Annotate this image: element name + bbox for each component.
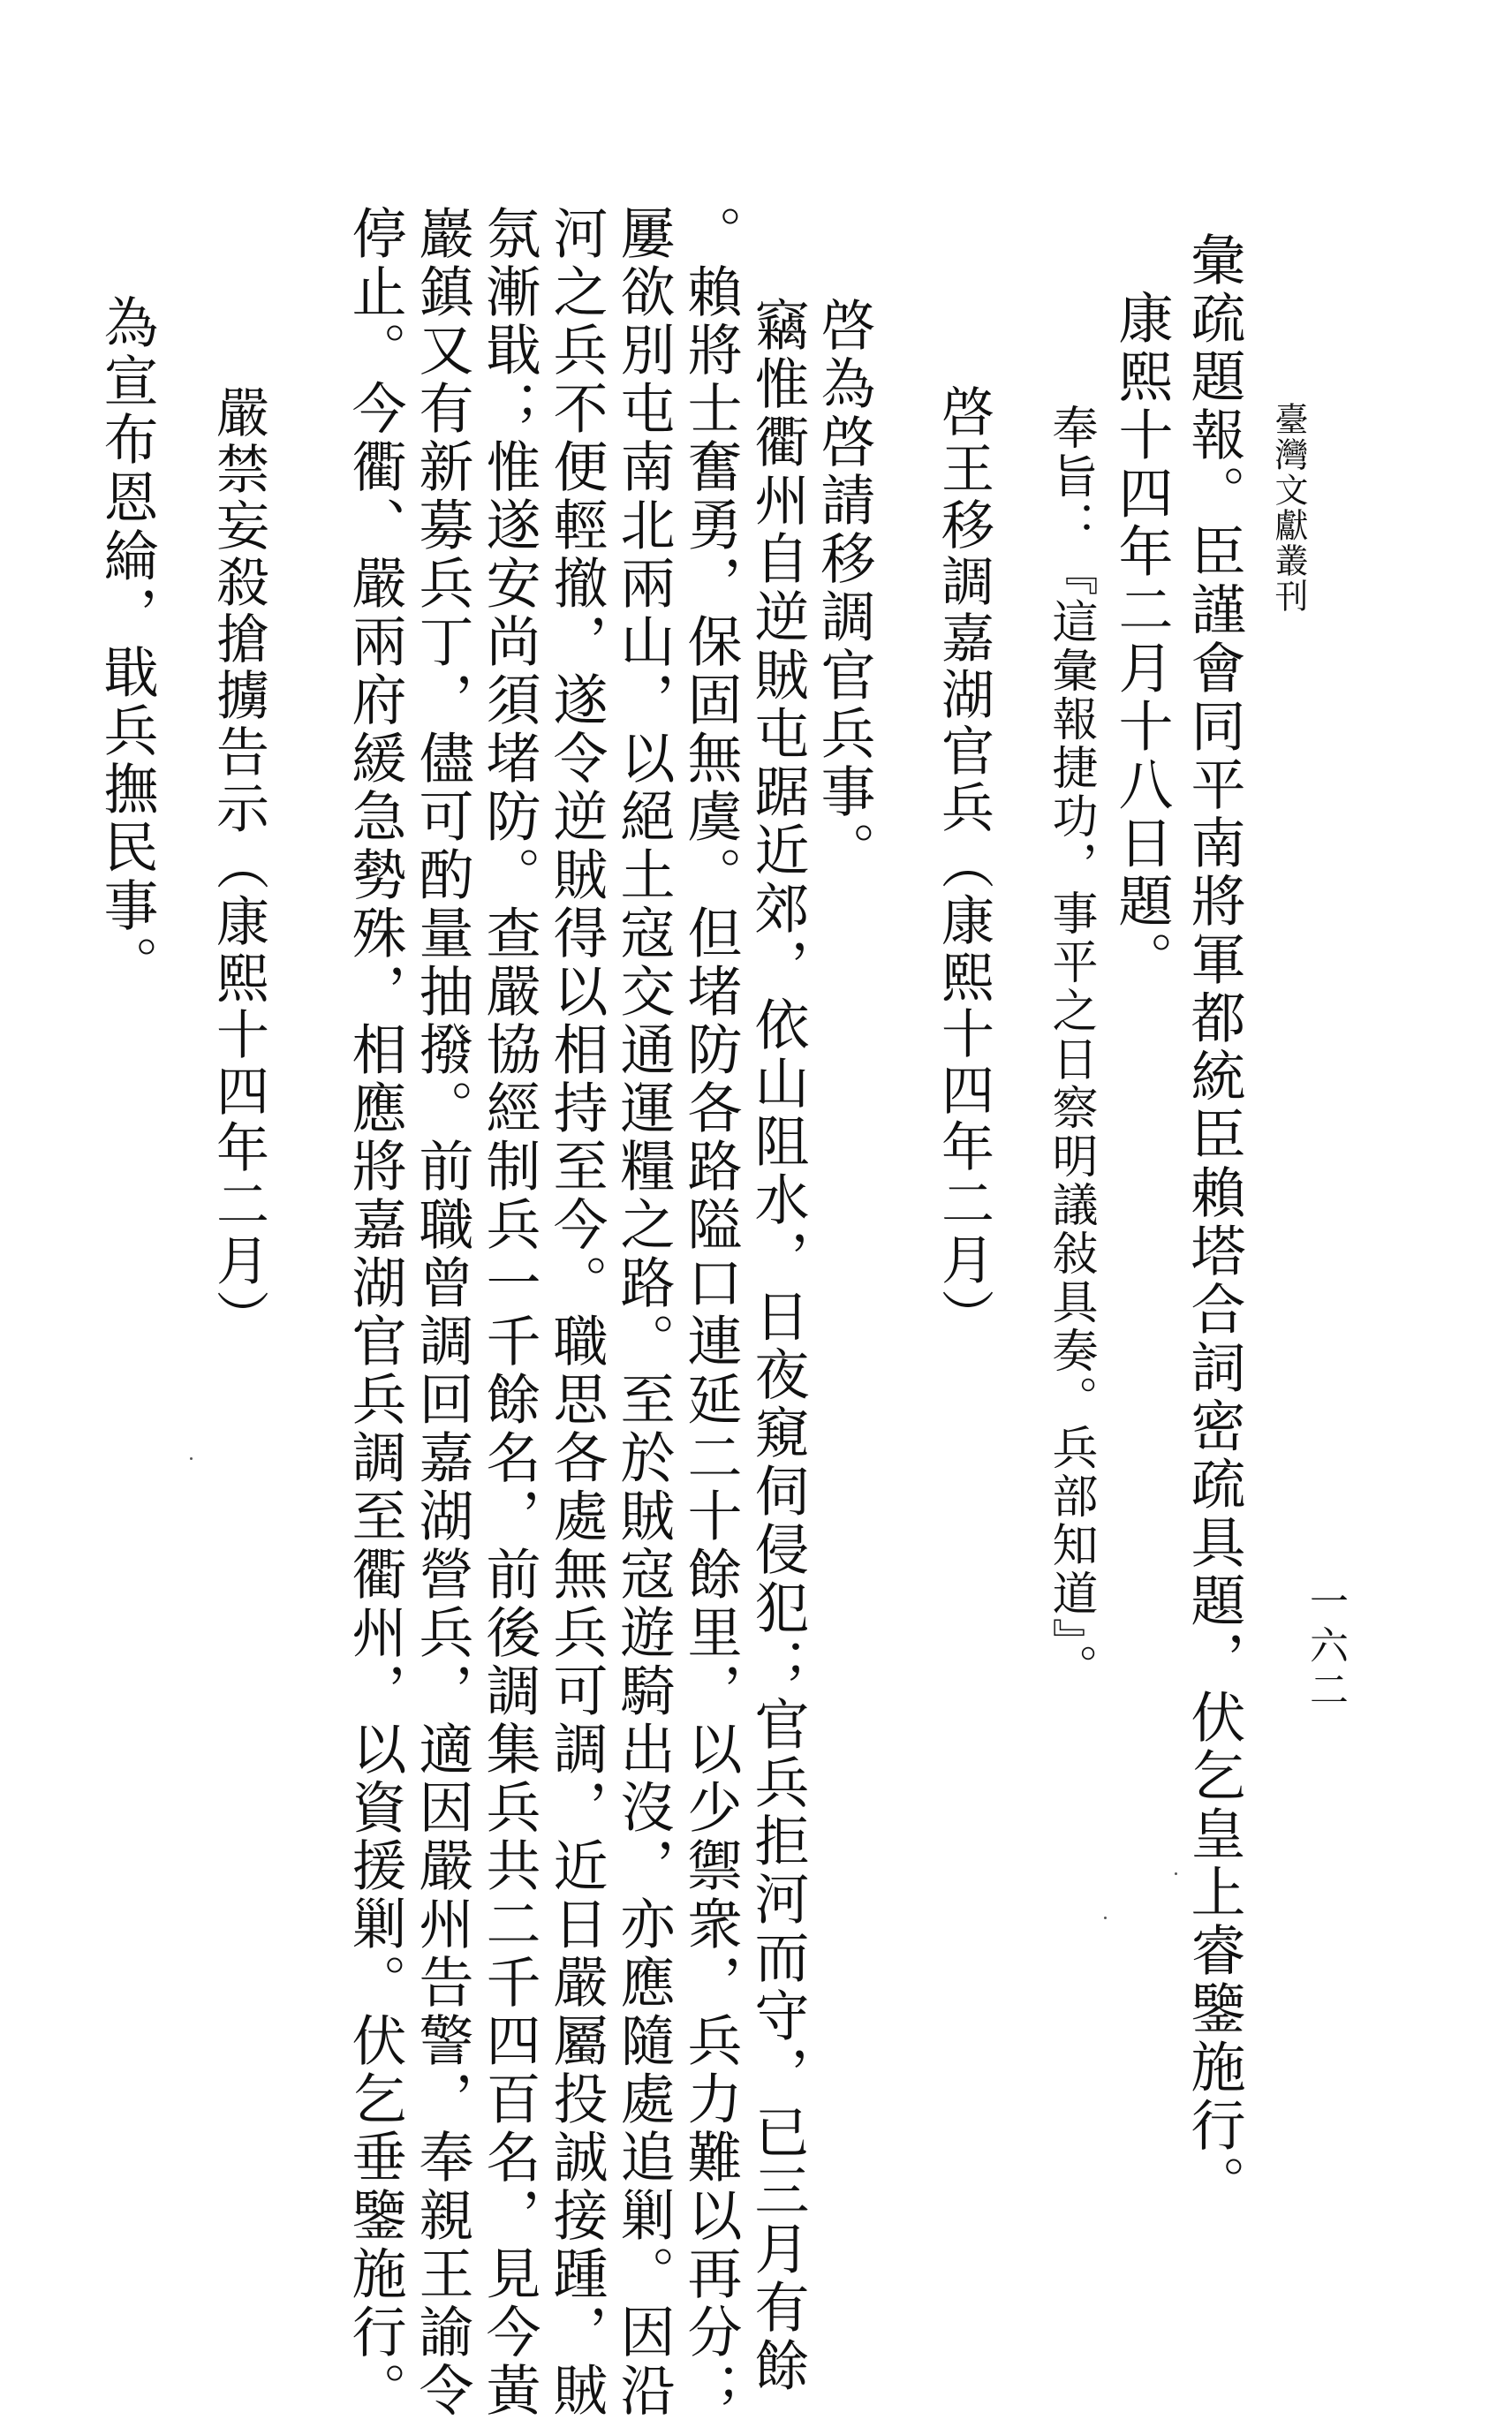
- page-number: 一六二: [1303, 1581, 1348, 1713]
- text-column-10: 氛漸戢；惟遂安尚須堵防。查嚴協經制兵一千餘名，前後調集兵共二千四百名，見今黃: [477, 205, 541, 2420]
- text-column-12: 停止。今衢、嚴兩府緩急勢殊，相應將嘉湖官兵調至衢州，以資援剿。伏乞垂鑒施行。: [343, 205, 407, 2420]
- text-column-5: 啓為啓請移調官兵事。: [812, 297, 876, 880]
- text-column-6: 竊惟衢州自逆賊屯踞近郊，依山阻水，日夜窺伺侵犯；官兵拒河而守，已三月有餘: [745, 297, 810, 2395]
- text-column-8: 屢欲別屯南北兩山，以絕土寇交通運糧之路。至於賊寇遊騎出沒，亦應隨處追剿。因沿: [611, 205, 676, 2420]
- scan-speck: [1104, 1917, 1107, 1919]
- text-column-11: 巖鎮又有新募兵丁，儘可酌量抽撥。前職曾調回嘉湖營兵，適因嚴州告警，奉親王諭令: [410, 205, 474, 2420]
- scan-speck: [1175, 1872, 1177, 1875]
- section-title-1: 啓王移調嘉湖官兵（康熙十四年二月）: [933, 384, 994, 1345]
- text-column-2: 康熙十四年二月十八日題。: [1109, 290, 1174, 989]
- text-column-1: 彙疏題報。臣謹會同平南將軍都統臣賴塔合詞密疏具題，伏乞皇上睿鑒施行。: [1182, 231, 1246, 2213]
- edict-column: 奉旨：『這彙報捷功，事平之日察明議敍具奏。兵部知道』。: [1044, 404, 1097, 1692]
- text-column-9: 河之兵不便輕撤，遂令逆賊得以相持至今。職思各處無兵可調，近日嚴屬投誠接踵，賊: [544, 205, 609, 2420]
- book-title: 臺灣文獻叢刊: [1269, 402, 1308, 614]
- text-column-7: 。賴將士奮勇，保固無虞。但堵防各路隘口連延二十餘里，以少禦衆，兵力難以再分；: [678, 205, 743, 2420]
- section-title-2: 嚴禁妄殺搶擄告示（康熙十四年二月）: [208, 385, 269, 1346]
- text-column-14: 為宣布恩綸，戢兵撫民事。: [94, 294, 159, 994]
- scan-speck: [190, 1457, 193, 1460]
